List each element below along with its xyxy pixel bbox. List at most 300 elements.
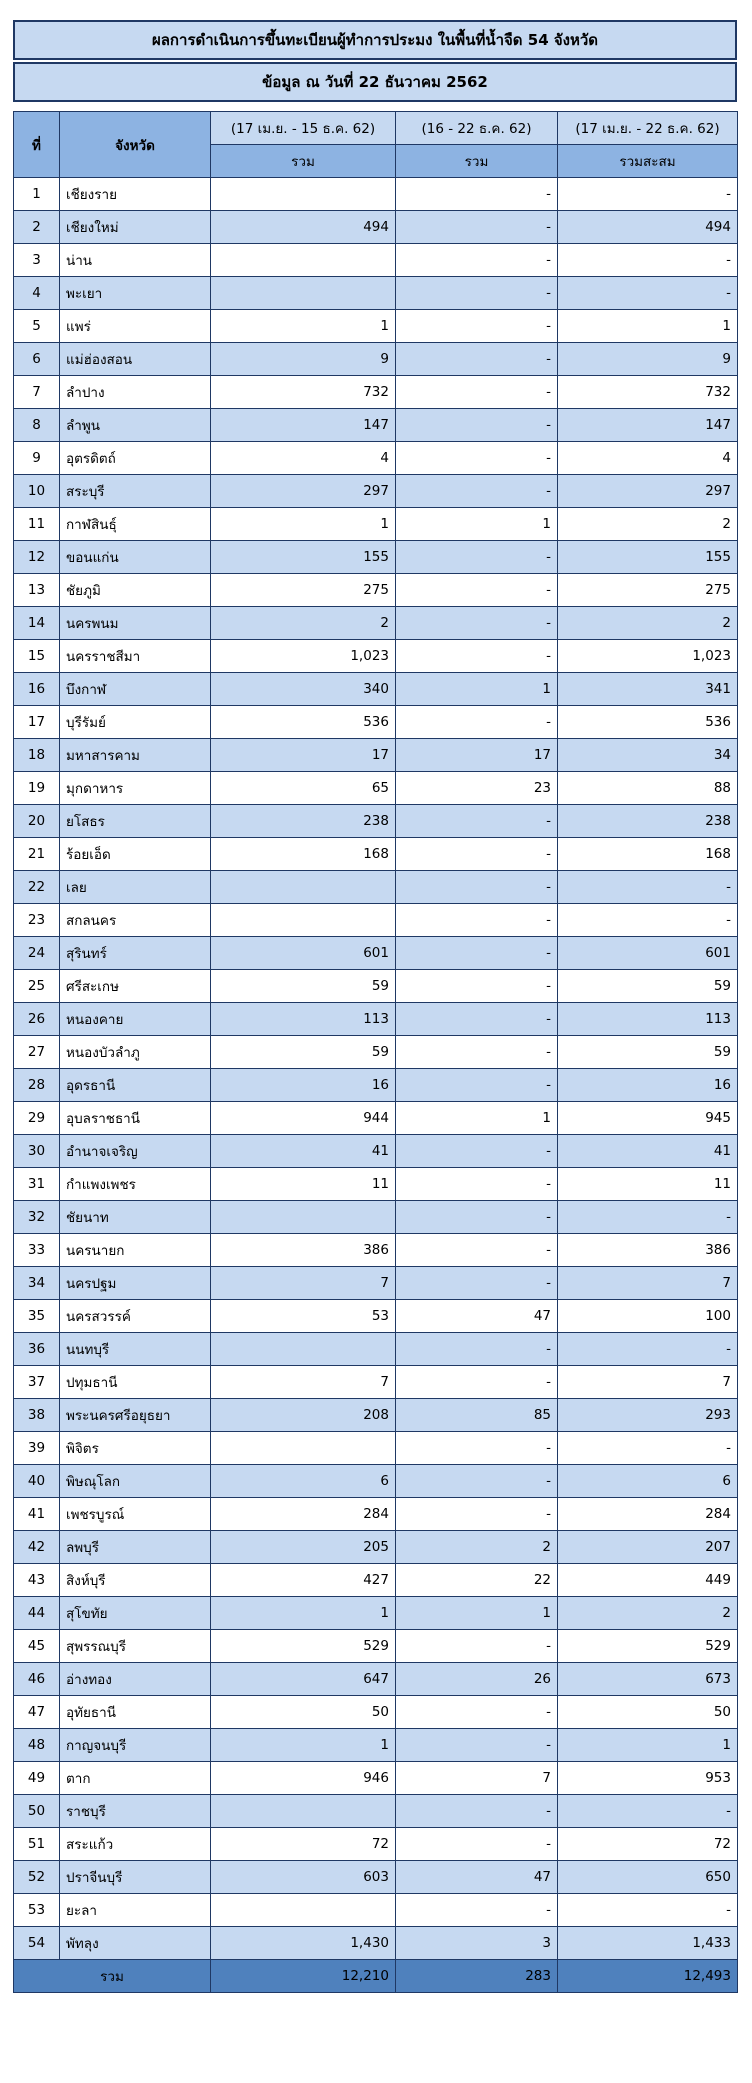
table-row [14, 1828, 738, 1861]
row-value-c: 4 [558, 442, 738, 475]
row-value-c: 207 [558, 1531, 738, 1564]
row-no: 39 [14, 1432, 60, 1465]
header-sub-a: รวม [211, 145, 396, 178]
row-value-c: 34 [558, 739, 738, 772]
row-no: 10 [14, 475, 60, 508]
row-no: 22 [14, 871, 60, 904]
row-province: น่าน [60, 244, 211, 277]
row-province: ชัยภูมิ [60, 574, 211, 607]
table-row [14, 1399, 738, 1432]
row-value-b: - [396, 1333, 558, 1366]
row-province: หนองคาย [60, 1003, 211, 1036]
row-value-a: 1 [211, 310, 396, 343]
row-province: ศรีสะเกษ [60, 970, 211, 1003]
row-province: อุทัยธานี [60, 1696, 211, 1729]
row-value-a: 732 [211, 376, 396, 409]
row-value-c: 88 [558, 772, 738, 805]
row-value-b: - [396, 1201, 558, 1234]
row-no: 6 [14, 343, 60, 376]
header-period-a: (17 เม.ย. - 15 ธ.ค. 62) [211, 112, 396, 145]
row-value-c: - [558, 244, 738, 277]
row-value-a: 536 [211, 706, 396, 739]
row-value-b: - [396, 1795, 558, 1828]
header-period-b: (16 - 22 ธ.ค. 62) [396, 112, 558, 145]
row-value-b: - [396, 541, 558, 574]
row-value-c: 6 [558, 1465, 738, 1498]
row-value-b: - [396, 343, 558, 376]
row-province: ยะลา [60, 1894, 211, 1927]
row-value-a [211, 1894, 396, 1927]
row-province: อ่างทอง [60, 1663, 211, 1696]
table-row [14, 1432, 738, 1465]
table-body [14, 178, 738, 1960]
row-value-b: - [396, 1069, 558, 1102]
row-no: 43 [14, 1564, 60, 1597]
row-value-b: 2 [396, 1531, 558, 1564]
row-value-a: 65 [211, 772, 396, 805]
row-value-c: 1,433 [558, 1927, 738, 1960]
row-value-c: 7 [558, 1267, 738, 1300]
report-title: ผลการดำเนินการขึ้นทะเบียนผู้ทำการประมง ในพื้นที่น้ำจืด 54 จังหวัด [13, 20, 737, 60]
row-value-c: 494 [558, 211, 738, 244]
table-row [14, 1795, 738, 1828]
row-no: 4 [14, 277, 60, 310]
row-province: ปทุมธานี [60, 1366, 211, 1399]
row-no: 5 [14, 310, 60, 343]
row-value-b: 7 [396, 1762, 558, 1795]
row-value-b: - [396, 1432, 558, 1465]
row-no: 42 [14, 1531, 60, 1564]
row-value-b: - [396, 442, 558, 475]
row-value-c: 72 [558, 1828, 738, 1861]
row-province: สระบุรี [60, 475, 211, 508]
table-row [14, 640, 738, 673]
row-province: นครนายก [60, 1234, 211, 1267]
table-row [14, 1894, 738, 1927]
row-province: บุรีรัมย์ [60, 706, 211, 739]
row-no: 35 [14, 1300, 60, 1333]
row-value-a [211, 244, 396, 277]
row-province: สุรินทร์ [60, 937, 211, 970]
row-province: นนทบุรี [60, 1333, 211, 1366]
row-value-b: 47 [396, 1861, 558, 1894]
row-value-a: 7 [211, 1267, 396, 1300]
row-value-a: 427 [211, 1564, 396, 1597]
row-no: 7 [14, 376, 60, 409]
row-no: 18 [14, 739, 60, 772]
row-value-c: 449 [558, 1564, 738, 1597]
row-province: ปราจีนบุรี [60, 1861, 211, 1894]
row-value-b: 85 [396, 1399, 558, 1432]
table-row [14, 739, 738, 772]
header-sub-b: รวม [396, 145, 558, 178]
row-value-a: 6 [211, 1465, 396, 1498]
row-province: กาฬสินธุ์ [60, 508, 211, 541]
row-province: นครราชสีมา [60, 640, 211, 673]
row-value-a: 147 [211, 409, 396, 442]
row-no: 16 [14, 673, 60, 706]
row-no: 19 [14, 772, 60, 805]
row-value-b: - [396, 937, 558, 970]
table-row [14, 607, 738, 640]
row-value-c: - [558, 904, 738, 937]
header-period-c: (17 เม.ย. - 22 ธ.ค. 62) [558, 112, 738, 145]
row-province: กาญจนบุรี [60, 1729, 211, 1762]
row-value-c: 168 [558, 838, 738, 871]
row-value-c: - [558, 1795, 738, 1828]
row-no: 13 [14, 574, 60, 607]
row-value-a: 2 [211, 607, 396, 640]
row-value-b: - [396, 904, 558, 937]
table-row [14, 1234, 738, 1267]
table-row [14, 1663, 738, 1696]
row-value-b: - [396, 1630, 558, 1663]
row-no: 31 [14, 1168, 60, 1201]
row-value-a: 340 [211, 673, 396, 706]
row-value-a [211, 871, 396, 904]
row-province: ยโสธร [60, 805, 211, 838]
table-row [14, 1036, 738, 1069]
total-a: 12,210 [211, 1960, 396, 1993]
table-row [14, 772, 738, 805]
row-value-b: - [396, 1168, 558, 1201]
row-value-c: 1,023 [558, 640, 738, 673]
row-province: อำนาจเจริญ [60, 1135, 211, 1168]
row-no: 14 [14, 607, 60, 640]
row-value-b: - [396, 838, 558, 871]
table-row [14, 574, 738, 607]
table-row [14, 1861, 738, 1894]
row-value-a: 11 [211, 1168, 396, 1201]
row-value-c: 732 [558, 376, 738, 409]
row-value-a [211, 1795, 396, 1828]
row-value-a: 113 [211, 1003, 396, 1036]
row-value-a: 529 [211, 1630, 396, 1663]
row-value-a: 208 [211, 1399, 396, 1432]
row-value-a: 494 [211, 211, 396, 244]
row-value-b: - [396, 1234, 558, 1267]
table-row [14, 1597, 738, 1630]
row-no: 26 [14, 1003, 60, 1036]
row-value-a [211, 1201, 396, 1234]
row-no: 33 [14, 1234, 60, 1267]
table-row [14, 1003, 738, 1036]
table-row [14, 1630, 738, 1663]
row-value-b: - [396, 1267, 558, 1300]
table-row [14, 244, 738, 277]
row-province: บึงกาฬ [60, 673, 211, 706]
table-row [14, 1498, 738, 1531]
row-value-b: - [396, 178, 558, 211]
row-value-a: 1 [211, 508, 396, 541]
row-value-a: 1,023 [211, 640, 396, 673]
row-no: 50 [14, 1795, 60, 1828]
row-value-a [211, 1432, 396, 1465]
table-row [14, 1069, 738, 1102]
row-value-b: 17 [396, 739, 558, 772]
row-value-b: - [396, 475, 558, 508]
row-value-a: 59 [211, 1036, 396, 1069]
table-row [14, 1564, 738, 1597]
row-value-a: 205 [211, 1531, 396, 1564]
table-row [14, 277, 738, 310]
row-no: 28 [14, 1069, 60, 1102]
row-province: ลำปาง [60, 376, 211, 409]
row-no: 21 [14, 838, 60, 871]
row-value-c: 650 [558, 1861, 738, 1894]
row-value-c: 284 [558, 1498, 738, 1531]
row-value-b: - [396, 1003, 558, 1036]
row-no: 20 [14, 805, 60, 838]
row-no: 25 [14, 970, 60, 1003]
row-province: ชัยนาท [60, 1201, 211, 1234]
row-province: หนองบัวลำภู [60, 1036, 211, 1069]
row-no: 45 [14, 1630, 60, 1663]
row-province: สกลนคร [60, 904, 211, 937]
row-no: 15 [14, 640, 60, 673]
row-province: นครสวรรค์ [60, 1300, 211, 1333]
row-value-a: 1,430 [211, 1927, 396, 1960]
row-value-b: 1 [396, 673, 558, 706]
row-province: สุโขทัย [60, 1597, 211, 1630]
row-value-b: 22 [396, 1564, 558, 1597]
row-value-c: 9 [558, 343, 738, 376]
row-province: อุดรธานี [60, 1069, 211, 1102]
row-no: 8 [14, 409, 60, 442]
row-value-c: 1 [558, 1729, 738, 1762]
table-row [14, 838, 738, 871]
row-no: 48 [14, 1729, 60, 1762]
row-province: กำแพงเพชร [60, 1168, 211, 1201]
row-province: อุตรดิตถ์ [60, 442, 211, 475]
row-value-c: 7 [558, 1366, 738, 1399]
row-value-c: - [558, 1432, 738, 1465]
table-row [14, 970, 738, 1003]
row-value-a: 50 [211, 1696, 396, 1729]
row-value-b: - [396, 310, 558, 343]
row-value-c: 147 [558, 409, 738, 442]
row-no: 54 [14, 1927, 60, 1960]
table-row [14, 508, 738, 541]
table-row [14, 904, 738, 937]
table-row [14, 1102, 738, 1135]
row-value-a [211, 1333, 396, 1366]
row-province: สุพรรณบุรี [60, 1630, 211, 1663]
table-row [14, 409, 738, 442]
row-no: 30 [14, 1135, 60, 1168]
table-row [14, 475, 738, 508]
report-date: ข้อมูล ณ วันที่ 22 ธันวาคม 2562 [13, 62, 737, 102]
row-no: 12 [14, 541, 60, 574]
row-province: แม่ฮ่องสอน [60, 343, 211, 376]
row-no: 47 [14, 1696, 60, 1729]
row-value-c: 59 [558, 1036, 738, 1069]
row-no: 53 [14, 1894, 60, 1927]
table-row [14, 673, 738, 706]
row-value-a: 4 [211, 442, 396, 475]
row-value-a: 238 [211, 805, 396, 838]
row-province: สระแก้ว [60, 1828, 211, 1861]
row-value-b: - [396, 1036, 558, 1069]
row-value-c: 275 [558, 574, 738, 607]
row-province: ราชบุรี [60, 1795, 211, 1828]
row-value-c: 536 [558, 706, 738, 739]
row-province: แพร่ [60, 310, 211, 343]
row-value-a: 155 [211, 541, 396, 574]
row-no: 36 [14, 1333, 60, 1366]
row-value-c: 341 [558, 673, 738, 706]
row-value-c: - [558, 1333, 738, 1366]
row-value-c: 673 [558, 1663, 738, 1696]
row-value-a: 944 [211, 1102, 396, 1135]
row-value-c: 155 [558, 541, 738, 574]
row-value-c: 2 [558, 1597, 738, 1630]
row-no: 17 [14, 706, 60, 739]
row-value-a [211, 904, 396, 937]
row-province: พิจิตร [60, 1432, 211, 1465]
row-value-a: 9 [211, 343, 396, 376]
row-province: นครพนม [60, 607, 211, 640]
table-row [14, 1201, 738, 1234]
row-value-c: 2 [558, 607, 738, 640]
total-label: รวม [14, 1960, 211, 1993]
row-value-b: - [396, 1465, 558, 1498]
row-value-b: 1 [396, 1597, 558, 1630]
row-value-b: 47 [396, 1300, 558, 1333]
row-value-c: 238 [558, 805, 738, 838]
row-no: 51 [14, 1828, 60, 1861]
row-value-a: 647 [211, 1663, 396, 1696]
row-value-c: 293 [558, 1399, 738, 1432]
row-province: นครปฐม [60, 1267, 211, 1300]
row-value-c: 953 [558, 1762, 738, 1795]
row-value-b: 1 [396, 508, 558, 541]
table-row [14, 706, 738, 739]
row-value-b: - [396, 1366, 558, 1399]
total-c: 12,493 [558, 1960, 738, 1993]
row-value-a [211, 277, 396, 310]
row-value-b: - [396, 409, 558, 442]
row-value-c: 50 [558, 1696, 738, 1729]
row-value-a: 946 [211, 1762, 396, 1795]
row-no: 29 [14, 1102, 60, 1135]
row-value-c: 601 [558, 937, 738, 970]
row-province: เชียงราย [60, 178, 211, 211]
row-value-c: - [558, 178, 738, 211]
row-value-a: 284 [211, 1498, 396, 1531]
row-no: 9 [14, 442, 60, 475]
row-no: 27 [14, 1036, 60, 1069]
row-no: 11 [14, 508, 60, 541]
table-row [14, 1729, 738, 1762]
row-no: 52 [14, 1861, 60, 1894]
row-value-b: 1 [396, 1102, 558, 1135]
header-no: ที่ [14, 112, 60, 178]
table-row [14, 1696, 738, 1729]
table-row [14, 1168, 738, 1201]
table-row [14, 442, 738, 475]
row-province: ร้อยเอ็ด [60, 838, 211, 871]
row-province: ขอนแก่น [60, 541, 211, 574]
row-value-c: 529 [558, 1630, 738, 1663]
table-row [14, 1762, 738, 1795]
row-value-b: - [396, 277, 558, 310]
header-sub-c: รวมสะสม [558, 145, 738, 178]
row-no: 41 [14, 1498, 60, 1531]
table-row [14, 1927, 738, 1960]
table-row [14, 376, 738, 409]
row-no: 32 [14, 1201, 60, 1234]
row-no: 2 [14, 211, 60, 244]
table-row [14, 310, 738, 343]
table-row [14, 211, 738, 244]
row-no: 3 [14, 244, 60, 277]
row-value-a: 601 [211, 937, 396, 970]
row-value-a [211, 178, 396, 211]
row-no: 24 [14, 937, 60, 970]
row-value-b: - [396, 574, 558, 607]
table-row [14, 1333, 738, 1366]
row-value-c: 41 [558, 1135, 738, 1168]
row-value-b: - [396, 1828, 558, 1861]
row-value-b: - [396, 376, 558, 409]
row-no: 37 [14, 1366, 60, 1399]
row-no: 1 [14, 178, 60, 211]
row-province: เพชรบูรณ์ [60, 1498, 211, 1531]
registration-table [13, 111, 738, 1993]
row-value-b: 3 [396, 1927, 558, 1960]
row-value-c: - [558, 1201, 738, 1234]
header-province: จังหวัด [60, 112, 211, 178]
row-province: อุบลราชธานี [60, 1102, 211, 1135]
table-row [14, 178, 738, 211]
row-province: ตาก [60, 1762, 211, 1795]
table-row [14, 1366, 738, 1399]
row-value-b: 26 [396, 1663, 558, 1696]
row-value-b: - [396, 1894, 558, 1927]
row-value-b: - [396, 871, 558, 904]
row-value-c: - [558, 277, 738, 310]
row-value-a: 59 [211, 970, 396, 1003]
table-row [14, 937, 738, 970]
row-value-a: 297 [211, 475, 396, 508]
row-no: 38 [14, 1399, 60, 1432]
row-value-c: 16 [558, 1069, 738, 1102]
row-province: เชียงใหม่ [60, 211, 211, 244]
table-row [14, 871, 738, 904]
table-row [14, 1465, 738, 1498]
row-no: 40 [14, 1465, 60, 1498]
row-no: 46 [14, 1663, 60, 1696]
row-no: 49 [14, 1762, 60, 1795]
row-value-b: - [396, 970, 558, 1003]
row-value-b: 23 [396, 772, 558, 805]
row-value-a: 72 [211, 1828, 396, 1861]
table-row [14, 1135, 738, 1168]
table-row [14, 805, 738, 838]
row-value-a: 603 [211, 1861, 396, 1894]
row-province: สิงห์บุรี [60, 1564, 211, 1597]
row-value-c: - [558, 871, 738, 904]
row-no: 44 [14, 1597, 60, 1630]
row-value-b: - [396, 607, 558, 640]
row-value-a: 16 [211, 1069, 396, 1102]
row-no: 34 [14, 1267, 60, 1300]
row-value-a: 17 [211, 739, 396, 772]
row-value-c: 945 [558, 1102, 738, 1135]
row-value-a: 7 [211, 1366, 396, 1399]
row-value-b: - [396, 1729, 558, 1762]
